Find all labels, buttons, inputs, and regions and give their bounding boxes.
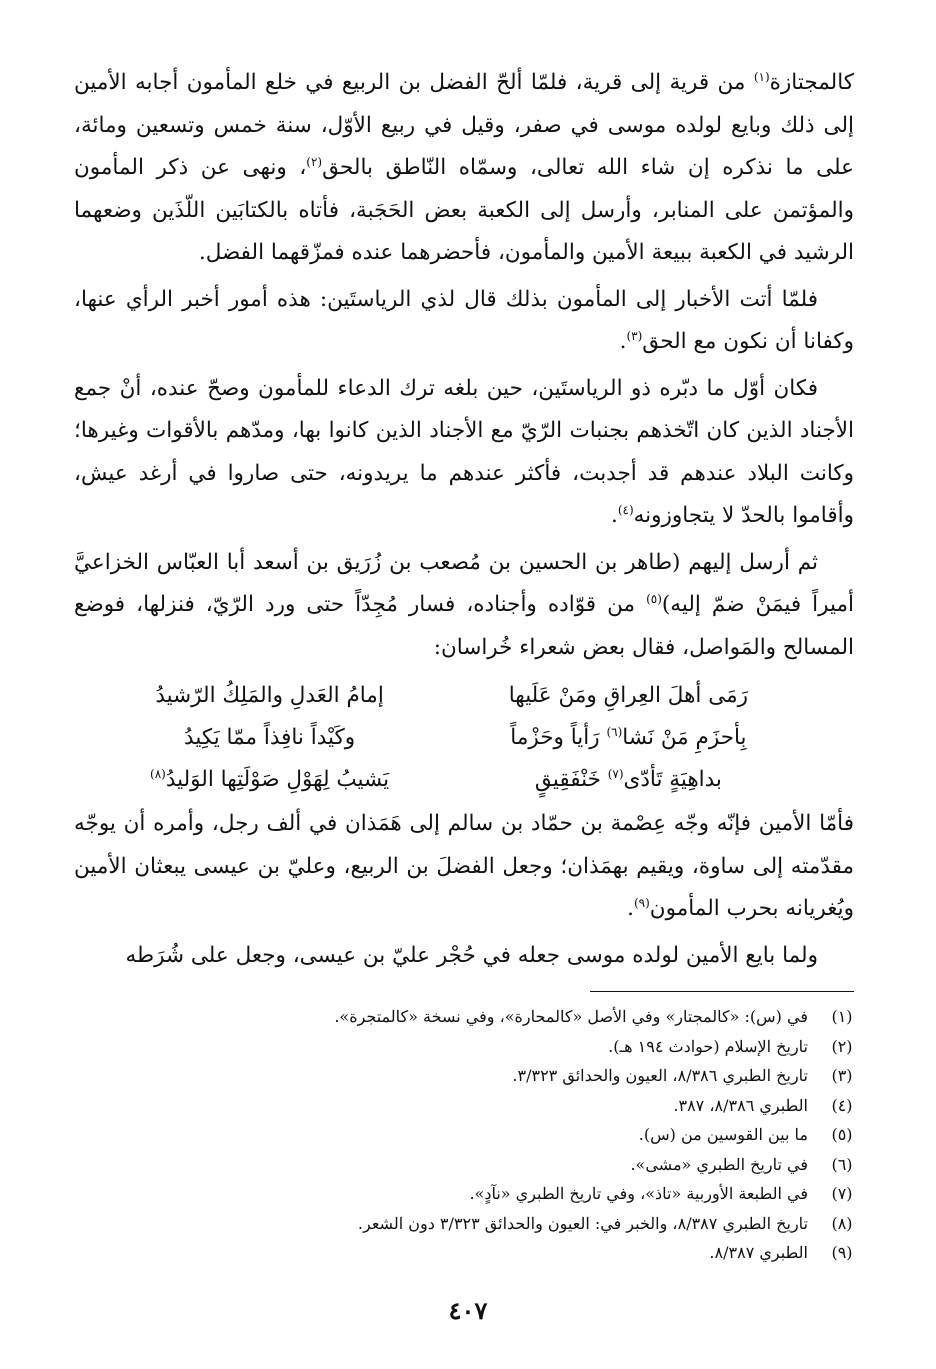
text-run: كالمجتازة xyxy=(769,70,854,95)
hemistich-left xyxy=(104,675,435,717)
text-run: . xyxy=(619,329,627,354)
footnote-text: في الطبعة الأوربية «تاذ»، وفي تاريخ الطبري «نآدٍ». xyxy=(469,1184,808,1203)
footnote-ref: (٥) xyxy=(646,591,662,606)
page-number: ٤٠٧ xyxy=(448,1296,488,1325)
footnote xyxy=(74,1032,854,1062)
footnote-text: الطبري ٨/٣٨٦، ٣٨٧. xyxy=(673,1095,808,1115)
footnote-text: تاريخ الإسلام (حوادث ١٩٤ هـ). xyxy=(608,1036,808,1056)
hemistich-right xyxy=(463,759,794,801)
footnote xyxy=(74,1209,854,1239)
footnote-ref: (٩) xyxy=(633,895,650,910)
footnote-ref: (٤) xyxy=(617,502,634,517)
hemistich-left xyxy=(104,717,435,759)
text-run: رَمَى أهلَ العِراقِ ومَنْ عَلَيها xyxy=(508,683,749,708)
hemistich-right xyxy=(463,675,794,717)
footnote-ref: (٦) xyxy=(606,724,623,739)
footnote-ref: (٣) xyxy=(626,328,643,343)
paragraph xyxy=(74,803,854,931)
text-run: ، ونهى عن ذكر المأمون والمؤتمن على المنابر، وأرسل إلى الكعبة بعض الحَجَبة، فأتاه بالكتابَين اللّذَين وضعهما الرشيد في الكعبة ببيعة الأمين والمأمون، فأحضرهما عنده فمزّقهما الفضل. xyxy=(74,155,854,265)
footnote-ref: (١) xyxy=(753,69,770,84)
footnote xyxy=(74,1120,854,1150)
footnote-number: (١) xyxy=(831,1007,853,1026)
hemistich-left xyxy=(104,759,435,801)
footnote-text: تاريخ الطبري ٨/٣٨٧، والخبر في: العيون والحدائق ٣/٣٢٣ دون الشعر. xyxy=(357,1213,808,1233)
footnote xyxy=(74,1002,854,1032)
footnote-ref: (٨) xyxy=(150,766,166,781)
text-run: بِأحزَمِ مَنْ نَشا xyxy=(622,725,747,750)
footnote-number: (٥) xyxy=(831,1125,853,1144)
footnote xyxy=(74,1238,854,1268)
hemistich-right xyxy=(463,717,794,759)
text-run: ثم أرسل إليهم (طاهر بن الحسين بن مُصعب بن زُرَيق بن أسعد أبا العبّاس الخزاعيَّ أميراً فيمَنْ ضمّ إليه) xyxy=(74,549,854,617)
text-run: يَشيبُ لِهَوْلِ صَوْلَتِها الوَليدُ xyxy=(165,767,390,792)
paragraph xyxy=(74,935,854,978)
footnote-number: (٨) xyxy=(831,1213,853,1233)
footnote-text: في (س): «كالمجتار» وفي الأصل «كالمحارة»، وفي نسخة «كالمتجرة». xyxy=(334,1007,808,1026)
footnote-ref: (٢) xyxy=(306,154,323,169)
text-run: فكان أوّل ما دبّره ذو الرياستَين، حين بلغه ترك الدعاء للمأمون وصحّ عنده، أنْ جمع الأجناد الذين كان اتّخذهم بجنبات الرّيّ مع الأجناد الذين كانوا بها، ومدّهم بالأقوات وغيرها؛ وكانت البلاد عندهم قد أجدبت، فأكثر عندهم ما يريدونه، حتى صاروا في أرغد عيش، وأقاموا بالحدّ لا يتجاوزونه xyxy=(74,375,854,528)
text-run: وكَيْداً نافِذاً ممّا يَكِيدُ xyxy=(184,725,356,750)
text-run: من قوّاده وأجناده، فسار مُجِدّاً حتى ورد الرّيّ، فنزلها، فوضع المسالح والمَواصل، فقال بعض شعراء خُراسان: xyxy=(74,592,854,660)
paragraph xyxy=(74,368,854,538)
footnote-separator xyxy=(590,991,854,992)
text-run: فأمّا الأمين فإنّه وجّه عِصْمة بن حمّاد بن سالم إلى هَمَذان في ألف رجل، وأمره أن يوجّه مقدّمته إلى ساوة، ويقيم بهمَذان؛ وجعل الفضلَ بن الربيع، وعليّ بن عيسى يبعثان الأمين ويُغريانه بحرب المأمون xyxy=(74,811,854,921)
footnote xyxy=(74,1179,854,1209)
footnote-text: ما بين القوسين من (س). xyxy=(638,1125,808,1144)
text-run: . xyxy=(610,503,618,528)
text-run: ولما بايع الأمين لولده موسى جعله في حُجْر عليّ بن عيسى، وجعل على شُرَطه xyxy=(125,942,818,968)
paragraph xyxy=(74,279,854,364)
footnote xyxy=(74,1061,854,1091)
paragraph xyxy=(74,62,854,275)
verse xyxy=(74,759,854,801)
footnote-number: (٢) xyxy=(831,1036,853,1056)
footnote-text: الطبري ٨/٣٨٧. xyxy=(709,1243,808,1262)
paragraphs-after-poem xyxy=(74,803,854,977)
footnote-text: في تاريخ الطبري «مشى». xyxy=(630,1154,808,1174)
text-run: من قرية إلى قرية، فلمّا ألحّ الفضل بن الربيع في خلع المأمون أجابه الأمين إلى ذلك وبايع لولده موسى في صفر، وقيل في ربيع الأوّل، سنة خمس وتسعين ومائة، على ما نذكره إن شاء الله تعالى، وسمّاه النّاطق بالحق xyxy=(74,70,854,180)
footnote-number: (٤) xyxy=(831,1095,853,1115)
paragraphs-before-poem xyxy=(74,62,854,669)
poem xyxy=(74,675,854,801)
verse xyxy=(74,717,854,759)
footnote-text: تاريخ الطبري ٨/٣٨٦، العيون والحدائق ٣/٣٢٣. xyxy=(512,1066,808,1085)
footnote-number: (٦) xyxy=(831,1154,853,1174)
footnote-number: (٣) xyxy=(831,1066,853,1085)
footnote-number: (٩) xyxy=(831,1243,853,1262)
main-text xyxy=(74,62,854,977)
text-run: . xyxy=(627,896,634,921)
text-run: رَأياً وحَزْماً xyxy=(510,725,607,750)
text-run: خَنْفَقِيقٍ xyxy=(534,767,608,792)
footnote xyxy=(74,1091,854,1121)
paragraph xyxy=(74,542,854,670)
text-run: بداهِيَةٍ تَأدّى xyxy=(623,767,722,792)
text-run: فلمّا أتت الأخبار إلى المأمون بذلك قال لذي الرياستَين: هذه أمور أخبر الرأي عنها، وكفانا أن نكون مع الحق xyxy=(74,286,854,354)
footnote xyxy=(74,1150,854,1180)
text-run: إمامُ العَدلِ والمَلِكُ الرّشيدُ xyxy=(155,683,384,708)
footnotes xyxy=(74,1002,854,1268)
footnote-number: (٧) xyxy=(831,1184,853,1203)
footnote-ref: (٧) xyxy=(607,766,624,781)
verse xyxy=(74,675,854,717)
